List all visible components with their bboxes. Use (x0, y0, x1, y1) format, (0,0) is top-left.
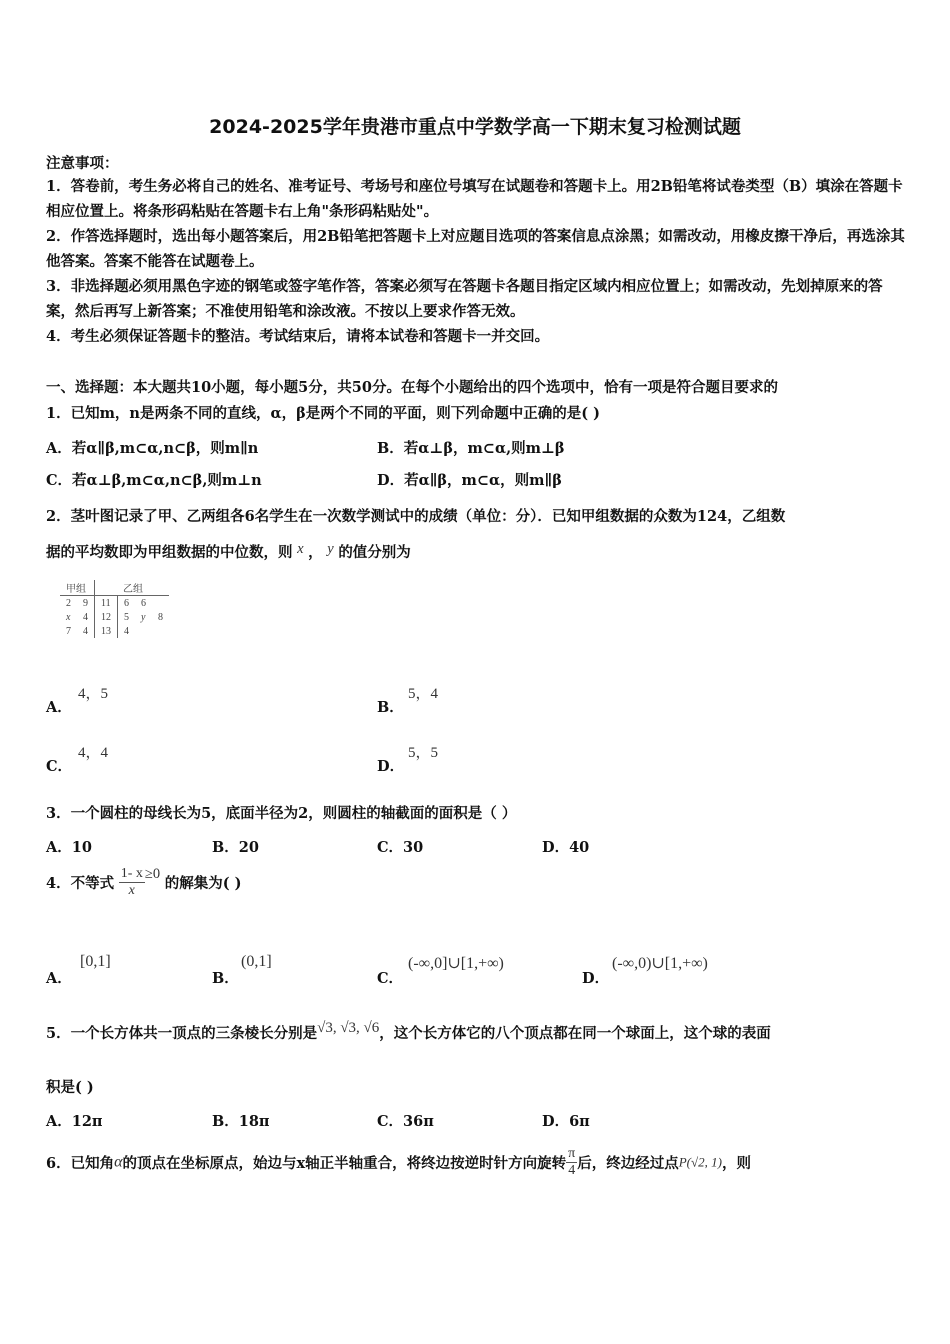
q3-option-b: B．20 (212, 839, 259, 856)
q1-option-b: B．若α⊥β，m⊂α,则m⊥β (377, 440, 565, 457)
q4-option-c: (-∞,0]∪[1,+∞) (408, 955, 504, 972)
q2-option-d-label: D． (377, 758, 405, 775)
note-item-2: 2．作答选择题时，选出每小题答案后，用2B铅笔把答题卡上对应题目选项的答案信息点涂黑；如需改动，用橡皮擦干净后，再选涂其他答案。答案不能答在试题卷上。 (46, 228, 905, 270)
q5-pre: 5．一个长方体共一顶点的三条棱长分别是 (46, 1025, 318, 1042)
stem-cell: 5 (117, 610, 135, 624)
stem-cell: 13 (94, 624, 117, 638)
stem-cell: x (66, 611, 71, 623)
q2-option-c: 4，4 (78, 745, 109, 761)
q3-option-d: D．40 (542, 839, 590, 856)
q6-post: ，则 (721, 1155, 751, 1172)
stem-header-blank (94, 580, 117, 596)
note-item-1: 1．答卷前，考生务必将自己的姓名、准考证号、考场号和座位号填写在试题卷和答题卡上。用2B铅笔将试卷类型（B）填涂在答题卡相应位置上。将条形码粘贴在答题卡右上角"条形码粘贴处"。 (46, 178, 903, 220)
q5-stem-line2: 积是( ) (46, 1079, 94, 1096)
q4-option-a-label: A． (46, 970, 72, 987)
q4-option-c-label: C． (377, 970, 404, 987)
q1-stem: 1．已知m，n是两条不同的直线，α，β是两个不同的平面，则下列命题中正确的是( ) (46, 405, 601, 422)
q1-option-d: D．若α∥β，m⊂α，则m∥β (377, 472, 562, 489)
q4-pre: 4．不等式 (46, 875, 115, 892)
q2-stem-line2 (46, 541, 411, 562)
q2-option-b: 5，4 (408, 686, 439, 702)
stem-cell (152, 624, 169, 638)
stem-cell (152, 596, 169, 610)
stem-cell: 6 (141, 597, 146, 609)
q2-option-d: 5，5 (408, 745, 439, 761)
q6-alpha: α (114, 1153, 123, 1171)
stem-leaf-plot (60, 580, 169, 638)
q4-option-a: [0,1] (80, 953, 111, 970)
q6-frac-num: π (568, 1146, 576, 1161)
q4-numerator: 1- x (120, 866, 143, 881)
q6-stem (46, 1146, 751, 1179)
stem-cell: 2 (66, 597, 71, 609)
stem-row (60, 610, 169, 624)
q2-option-b-label: B． (377, 699, 404, 716)
q4-fraction (119, 866, 145, 899)
q2-stem-tail: 的值分别为 (338, 544, 411, 561)
q1-option-c: C．若α⊥β,m⊂α,n⊂β,则m⊥n (46, 472, 262, 489)
q5-option-c: C．36π (377, 1113, 434, 1130)
q3-option-a: A．10 (46, 839, 92, 856)
q2-var-y: y (327, 541, 334, 557)
q6-mid2: 后，终边经过点 (577, 1155, 679, 1172)
stem-cell (135, 624, 152, 638)
stem-row (60, 596, 169, 610)
q2-stem-text: 据的平均数即为甲组数据的中位数，则 (46, 544, 293, 561)
q6-pre: 6．已知角 (46, 1155, 115, 1172)
note-item-3: 3．非选择题必须用黑色字迹的钢笔或签字笔作答，答案必须写在答题卡各题目指定区域内相应位置上；如需改动，先划掉原来的答案，然后再写上新答案；不准使用铅笔和涂改液。不按以上要求作答无效。 (46, 278, 883, 320)
stem-cell: 4 (83, 611, 88, 623)
q4-option-d: (-∞,0)∪[1,+∞) (612, 955, 708, 972)
stem-header-right: 乙组 (117, 580, 169, 596)
q4-option-b: (0,1] (241, 953, 272, 970)
q6-fraction (566, 1146, 577, 1179)
q5-option-b: B．18π (212, 1113, 270, 1130)
stem-cell: 7 (66, 625, 71, 637)
q4-post: 的解集为( ) (164, 875, 242, 892)
stem-cell: y (141, 611, 146, 623)
q4-stem (46, 866, 241, 899)
q5-post: ，这个长方体它的八个顶点都在同一个球面上，这个球的表面 (379, 1025, 771, 1042)
q6-point: P(√2, 1) (678, 1154, 722, 1170)
q2-option-a: 4，5 (78, 686, 109, 702)
q4-denominator: x (128, 883, 135, 898)
stem-cell: 11 (94, 596, 117, 610)
stem-cell: 6 (117, 596, 135, 610)
notes-heading: 注意事项： (46, 155, 119, 172)
q4-relation: ≥0 (144, 866, 161, 882)
q6-frac-den: 4 (568, 1163, 576, 1178)
q2-option-c-label: C． (46, 758, 73, 775)
note-item-4: 4．考生必须保证答题卡的整洁。考试结束后，请将本试卷和答题卡一并交回。 (46, 328, 550, 345)
q5-math: √3, √3, √6 (317, 1020, 380, 1036)
q4-option-d-label: D． (582, 970, 610, 987)
q3-stem: 3．一个圆柱的母线长为5，底面半径为2，则圆柱的轴截面的面积是（ ） (46, 805, 517, 822)
stem-cell: 8 (158, 611, 163, 623)
stem-cell: 4 (83, 625, 88, 637)
q6-mid: 的顶点在坐标原点，始边与x轴正半轴重合，将终边按逆时针方向旋转 (122, 1155, 567, 1172)
q4-option-b-label: B． (212, 970, 239, 987)
stem-cell: 9 (83, 597, 88, 609)
q5-stem-line1 (46, 1022, 771, 1043)
q2-var-x: x (297, 541, 304, 557)
stem-row (60, 624, 169, 638)
stem-cell: 12 (94, 610, 117, 624)
stem-cell: 4 (117, 624, 135, 638)
stem-header-left: 甲组 (60, 580, 94, 596)
q5-option-d: D．6π (542, 1113, 590, 1130)
q2-stem-line1: 2．茎叶图记录了甲、乙两组各6名学生在一次数学测试中的成绩（单位：分）．已知甲组数据的众数为124，乙组数 (46, 508, 786, 525)
q1-option-a: A．若α∥β,m⊂α,n⊂β，则m∥n (46, 440, 259, 457)
q5-option-a: A．12π (46, 1113, 103, 1130)
page-title: 2024-2025学年贵港市重点中学数学高一下期末复习检测试题 (209, 116, 741, 138)
q2-sep: ， (308, 544, 323, 561)
q3-option-c: C．30 (377, 839, 424, 856)
q2-option-a-label: A． (46, 699, 72, 716)
section-heading: 一、选择题：本大题共10小题，每小题5分，共50分。在每个小题给出的四个选项中，恰有一项是符合题目要求的 (46, 379, 778, 396)
